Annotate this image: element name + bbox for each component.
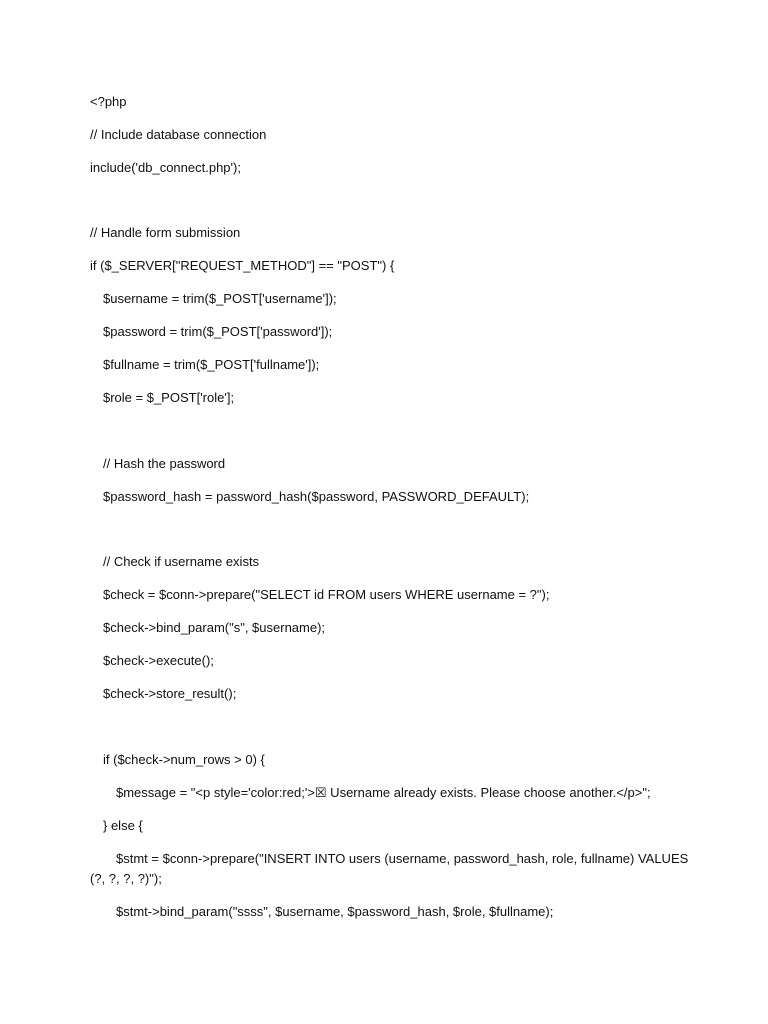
code-line-stmt-prepare: $stmt = $conn->prepare("INSERT INTO users (username, password_hash, role, fullname) VALUES (?, ?, ?, ?)"); — [90, 851, 692, 886]
code-line-password-hash: $password_hash = password_hash($password, PASSWORD_DEFAULT); — [103, 489, 530, 504]
code-line-if-num-rows: if ($check->num_rows > 0) { — [103, 752, 265, 767]
code-line-fullname: $fullname = trim($_POST['fullname']); — [103, 357, 320, 372]
code-line-comment-hash: // Hash the password — [103, 456, 226, 471]
code-line-username: $username = trim($_POST['username']); — [103, 291, 337, 306]
code-line-if-post: if ($_SERVER["REQUEST_METHOD"] == "POST") { — [90, 258, 395, 273]
code-line-else: } else { — [103, 818, 143, 833]
code-line-role: $role = $_POST['role']; — [103, 390, 235, 405]
code-line-message: $message = "<p style='color:red;'>☒ Username already exists. Please choose another.</p>"; — [116, 785, 651, 800]
code-line-check-store: $check->store_result(); — [103, 686, 237, 701]
code-line-check-prepare: $check = $conn->prepare("SELECT id FROM users WHERE username = ?"); — [103, 587, 550, 602]
code-line-stmt-bind: $stmt->bind_param("ssss", $username, $password_hash, $role, $fullname); — [116, 904, 554, 919]
code-line-check-bind: $check->bind_param("s", $username); — [103, 620, 326, 635]
code-line-comment-check: // Check if username exists — [103, 554, 260, 569]
code-line-comment-include: // Include database connection — [90, 127, 267, 142]
code-line-check-execute: $check->execute(); — [103, 653, 214, 668]
code-line-comment-handle-form: // Handle form submission — [90, 225, 241, 240]
code-line-php-open: <?php — [90, 94, 127, 109]
code-line-password: $password = trim($_POST['password']); — [103, 324, 333, 339]
code-line-include: include('db_connect.php'); — [90, 160, 241, 175]
